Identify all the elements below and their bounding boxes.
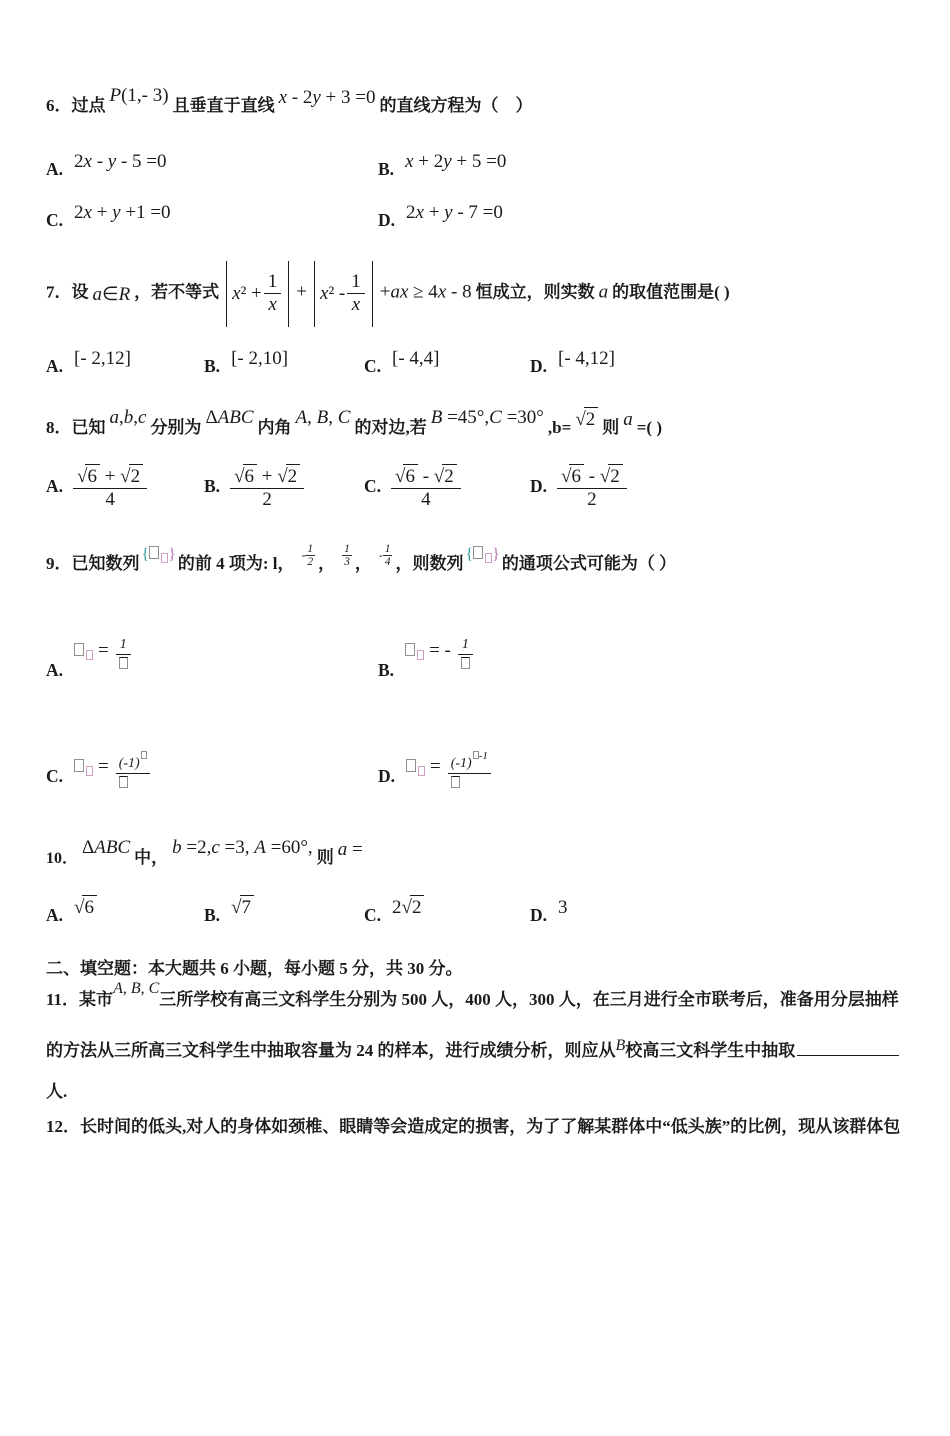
option-label: D.: [378, 210, 396, 231]
option-formula: 2√2: [392, 894, 424, 922]
option-label: B.: [204, 355, 221, 376]
sequence-notation: { }: [141, 546, 176, 564]
absolute-value-expression-2: [314, 261, 373, 327]
q8-angles: A, B, C: [295, 407, 351, 429]
option-label: A.: [46, 475, 64, 496]
q8-sides: a,b,c: [109, 407, 147, 429]
section-2-header: [46, 957, 910, 982]
missing-glyph-box: [141, 751, 147, 759]
fraction-1-over-x: $\frac{1}{x}$: [347, 271, 365, 316]
option-label: A.: [46, 355, 64, 376]
radical-icon: √: [599, 465, 610, 487]
radical-icon: √: [561, 465, 571, 487]
question-10-stem: [46, 837, 910, 872]
fraction-1-over-x: $\frac{1}{x}$: [264, 271, 282, 316]
q9-text: 的通项公式可能为（ ）: [501, 554, 677, 574]
option-formula: = - 1: [405, 636, 475, 669]
option-formula: x + 2y + 5 =0: [405, 150, 507, 172]
q11-text: 校高三文科学生中抽取: [625, 1041, 796, 1061]
missing-glyph-box: [418, 766, 425, 776]
question-7-option-c: [364, 347, 530, 381]
question-8-options: [46, 466, 910, 511]
q7-a-in-R: a∈R: [92, 284, 131, 306]
option-label: C.: [364, 355, 382, 376]
question-8-stem: [46, 407, 910, 442]
radical-icon: √: [120, 465, 130, 487]
radical-icon: √: [401, 896, 411, 918]
q10-text: 中，: [134, 848, 169, 868]
plus-sign: +: [296, 281, 307, 303]
q7-inequality-tail: +ax ≥ 4x - 8: [379, 281, 472, 303]
option-label: A.: [46, 660, 64, 681]
missing-glyph-box: [417, 650, 424, 660]
question-6-stem: [46, 85, 910, 120]
option-label: D.: [530, 904, 548, 925]
option-label: B.: [378, 660, 395, 681]
question-9-options-row-1: [46, 636, 910, 689]
fraction-neg-1-2: - $\frac{1}{2}$: [301, 542, 314, 569]
q7-text: 恒成立，则实数: [475, 282, 595, 302]
option-formula: = (-1) -1: [406, 749, 493, 788]
q8-text: 分别为: [150, 418, 202, 438]
option-formula: 2x + y +1 =0: [74, 202, 171, 224]
q7-text: 7．设: [46, 282, 89, 302]
option-label: B.: [378, 158, 395, 179]
question-8-option-c: [364, 466, 530, 511]
abs2-head: x² -: [320, 282, 346, 304]
option-label: A.: [46, 904, 64, 925]
missing-glyph-box: [485, 553, 492, 563]
option-formula: = (-1): [74, 749, 152, 788]
option-label: C.: [364, 475, 382, 496]
q10-number: 10．: [46, 850, 79, 868]
q10-a-equals: a =: [337, 839, 363, 861]
section-title: 二、填空题：本大题共 6 小题，每小题 5 分，共 30 分。: [46, 959, 463, 979]
question-8-option-a: [46, 466, 204, 511]
q9-text: 的前 4 项为: l，: [177, 554, 295, 574]
question-7-option-b: [204, 347, 364, 381]
question-11-line-2: [46, 1038, 910, 1063]
question-9-option-d: [378, 750, 493, 798]
option-formula: = 1: [74, 636, 133, 669]
question-6-options-row-2: [46, 202, 910, 235]
question-6-options-row-1: [46, 150, 910, 184]
question-11-line-3: [46, 1080, 910, 1105]
missing-glyph-box: [86, 650, 93, 660]
q11-schools: A, B, C: [113, 979, 160, 997]
question-7-options: [46, 347, 910, 381]
q11-text: 人.: [46, 1081, 68, 1101]
option-label: D.: [530, 475, 548, 496]
q11-text: 11．某市: [46, 989, 114, 1009]
question-10-option-d: [530, 896, 568, 930]
question-9-option-b: [378, 636, 475, 689]
question-12-stem: [46, 1115, 910, 1140]
question-8-option-b: [204, 466, 364, 511]
radical-icon: √: [74, 896, 84, 918]
question-9-options-row-2: [46, 750, 910, 798]
exam-page: [0, 85, 950, 1436]
option-formula: √6: [74, 894, 97, 922]
q8-text: ,b=: [547, 418, 572, 438]
question-6-option-a: [46, 150, 378, 184]
option-interval: [- 2,10]: [231, 347, 289, 369]
radical-icon: √: [277, 465, 287, 487]
missing-glyph-box: [86, 766, 93, 776]
q6-point-formula: P(1,- 3): [109, 85, 169, 106]
missing-glyph-box: [461, 657, 470, 669]
question-10-option-c: [364, 896, 530, 930]
sequence-notation: { }: [465, 546, 500, 564]
question-6-option-c: [46, 202, 378, 235]
q11-school-b: B: [615, 1037, 626, 1055]
question-9-option-c: [46, 756, 378, 798]
option-formula: 2x + y - 7 =0: [406, 202, 503, 224]
option-interval: [- 4,12]: [558, 347, 615, 369]
q7-text: ，若不等式: [134, 282, 220, 302]
q6-text: 6．过点: [46, 96, 106, 115]
q8-given: B =45°,C =30°: [430, 407, 544, 429]
missing-glyph-box: [119, 657, 128, 669]
missing-glyph-box: [405, 643, 415, 656]
option-fraction: $\frac{√6 - √2}{2}$: [557, 466, 627, 511]
question-10-options: [46, 896, 910, 930]
option-interval: [- 2,12]: [74, 347, 131, 369]
q8-text: 内角: [257, 418, 292, 438]
fraction-1-3: $\frac{1}{3}$: [344, 542, 350, 569]
option-fraction: $\frac{√6 + √2}{4}$: [73, 466, 147, 511]
option-label: A.: [46, 158, 64, 179]
q8-text: =( ): [636, 418, 663, 438]
question-10-option-a: [46, 896, 204, 930]
option-label: D.: [378, 766, 396, 787]
option-label: D.: [530, 355, 548, 376]
q8-triangle: ΔABC: [205, 407, 254, 429]
question-7-stem: [46, 261, 910, 327]
option-interval: [- 4,4]: [392, 347, 440, 369]
option-label: B.: [204, 904, 221, 925]
question-9-stem: 9．已知数列 { } 的前 4 项为: l， - $\frac{1}{2}$ ， $\frac{1}{3}$ ， - $\frac{1}{4}$ ，则数列 { } 的通项公式可能为（ ）: [46, 542, 677, 574]
missing-glyph-box: [149, 546, 159, 559]
option-formula: √7: [231, 894, 254, 922]
option-formula: 2x - y - 5 =0: [74, 150, 167, 172]
question-7-option-d: [530, 347, 615, 381]
radical-icon: √: [231, 896, 241, 918]
q11-text: 的方法从三所高三文科学生中抽取容量为 24 的样本，进行成绩分析，则应从: [46, 1041, 616, 1061]
q9-text: ，则数列: [395, 554, 464, 574]
option-label: C.: [364, 904, 382, 925]
option-formula: 3: [558, 896, 568, 918]
q7-a-var: a: [598, 281, 609, 303]
question-9-option-a: [46, 636, 378, 689]
missing-glyph-box: [74, 643, 84, 656]
question-7-option-a: [46, 347, 204, 381]
radical-icon: √: [395, 465, 405, 487]
sqrt-2: √2: [575, 406, 598, 434]
radical-icon: √: [433, 465, 444, 487]
q10-text: 则: [316, 848, 334, 868]
q8-text: 的对边,若: [354, 418, 427, 438]
q8-text: 8．已知: [46, 418, 106, 438]
q8-text: 则: [602, 418, 620, 438]
q10-given: b =2,c =3, A =60°,: [172, 837, 313, 859]
q8-a-var: a: [623, 409, 633, 431]
question-11-line-1: [46, 979, 910, 1013]
fraction-neg-1-4: - $\frac{1}{4}$: [378, 542, 391, 569]
missing-glyph-box: [161, 553, 168, 563]
q11-text: 三所学校有高三文科学生分别为 500 人，400 人，300 人，在三月进行全市联考后，准备用分层抽样: [159, 989, 899, 1009]
missing-glyph-box: [451, 776, 460, 788]
fill-in-blank: [797, 1038, 899, 1056]
question-8-option-d: [530, 466, 630, 511]
radical-icon: √: [77, 465, 87, 487]
q6-line-equation: x - 2y + 3 =0: [278, 87, 376, 108]
option-fraction: $\frac{√6 + √2}{2}$: [230, 466, 304, 511]
absolute-value-expression-1: [226, 261, 289, 327]
q12-text: 12．长时间的低头,对人的身体如颈椎、眼睛等会造成定的损害，为了了解某群体中“低头族”的比例，现从该群体包: [46, 1116, 901, 1136]
missing-glyph-box: [119, 776, 128, 788]
option-label: C.: [46, 210, 64, 231]
q6-text: 的直线方程为（ ）: [379, 96, 533, 115]
question-6-option-b: [378, 150, 507, 184]
missing-glyph-box: [473, 546, 483, 559]
option-label: C.: [46, 766, 64, 787]
missing-glyph-box: [406, 759, 416, 772]
q10-triangle: ΔABC: [82, 837, 131, 859]
option-fraction: $\frac{√6 - √2}{4}$: [391, 466, 461, 511]
abs1-head: x² +: [232, 282, 262, 304]
q6-text: 且垂直于直线: [172, 96, 275, 115]
question-6-option-d: [378, 202, 503, 235]
q9-text: 9．已知数列: [46, 554, 140, 574]
radical-icon: √: [234, 465, 244, 487]
question-10-option-b: [204, 896, 364, 930]
missing-glyph-box: [74, 759, 84, 772]
option-label: B.: [204, 475, 221, 496]
q7-text: 的取值范围是( ): [612, 282, 730, 302]
radical-icon: √: [575, 409, 585, 431]
